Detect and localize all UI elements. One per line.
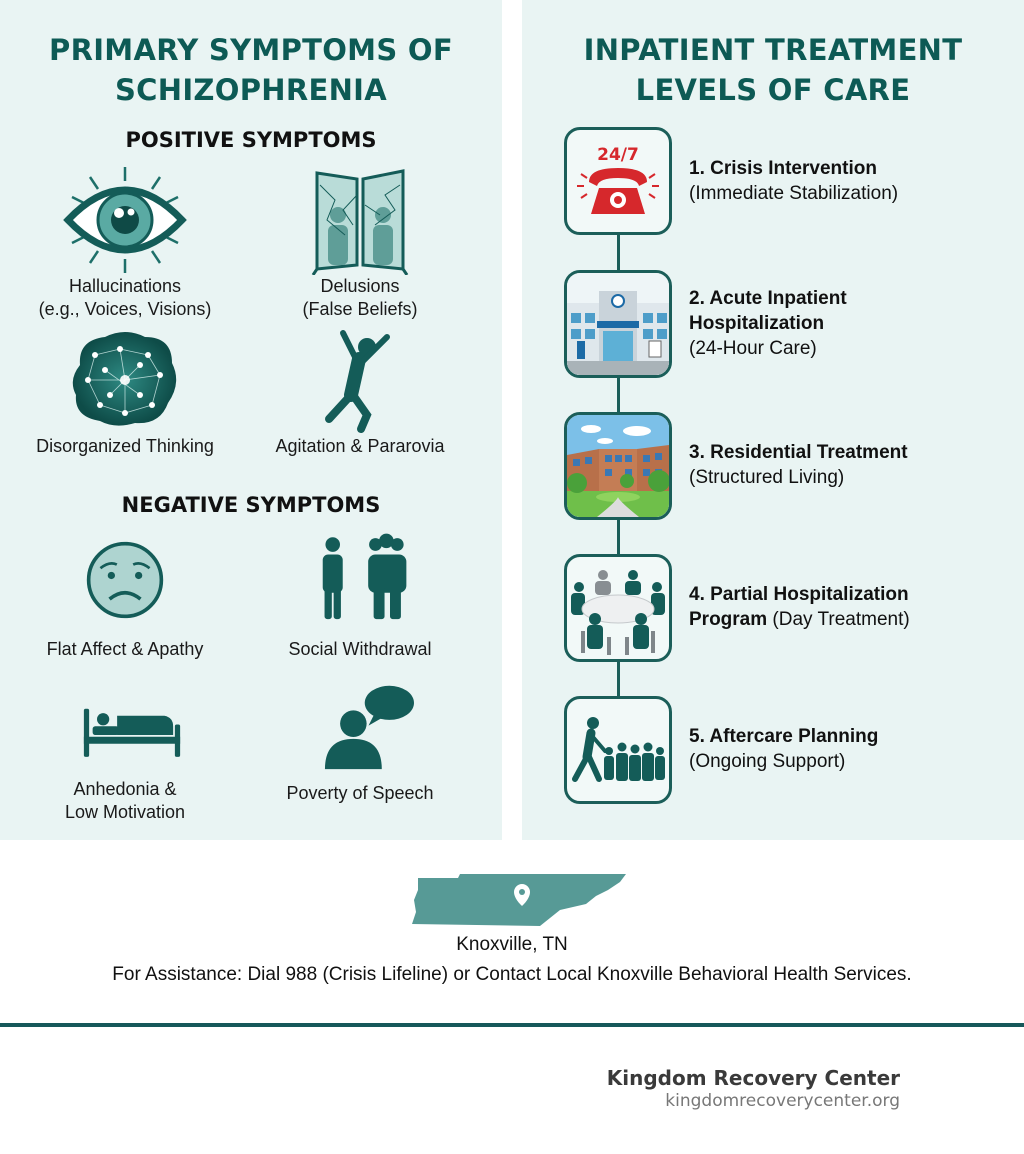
symptoms-title: PRIMARY SYMPTOMS OF SCHIZOPHRENIA (49, 33, 453, 107)
positive-symptoms-heading: POSITIVE SYMPTOMS (125, 128, 377, 152)
timeline-connector (617, 232, 620, 272)
timeline-connector (617, 374, 620, 414)
step-5-text: 5. Aftercare Planning (Ongoing Support) (689, 726, 879, 772)
step-4-text: 4. Partial Hospitalization Program (Day Treatment) (689, 584, 910, 630)
hospital-building-icon (567, 273, 669, 375)
step-3-text: 3. Residential Treatment (Structured Living) (689, 442, 908, 488)
agitated-figure-icon (295, 325, 425, 435)
symptom-social-withdrawal: Social Withdrawal (245, 530, 475, 661)
isolated-person-icon (295, 530, 425, 630)
speech-bubble-person-icon (295, 682, 425, 772)
tennessee-map-pin-icon (410, 872, 634, 930)
symptom-delusions: Delusions (False Beliefs) (245, 165, 475, 321)
residential-building-icon (567, 415, 669, 517)
step-3-icon-box (564, 412, 672, 520)
levels-of-care-panel (522, 0, 1024, 840)
step-1-icon-box (564, 127, 672, 235)
bed-icon (60, 700, 190, 770)
walking-group-icon (567, 699, 669, 801)
broken-mirror-icon (295, 165, 425, 275)
eye-icon (60, 165, 190, 275)
symptom-poverty-of-speech: Poverty of Speech (245, 682, 475, 805)
brand-url[interactable]: kingdomrecoverycenter.org (665, 1091, 900, 1111)
step-2-icon-box (564, 270, 672, 378)
symptom-agitation: Agitation & Pararovia (245, 325, 475, 458)
step-2-text: 2. Acute Inpatient Hospitalization (24-Hour Care) (689, 288, 847, 359)
negative-symptoms-heading: NEGATIVE SYMPTOMS (121, 493, 381, 517)
step-5-icon-box (564, 696, 672, 804)
brain-network-icon (60, 325, 190, 435)
assistance-text: For Assistance: Dial 988 (Crisis Lifeline) or Contact Local Knoxville Behavioral Health Services. (112, 964, 912, 985)
timeline-connector (617, 658, 620, 698)
footer-divider (0, 1023, 1024, 1027)
symptom-flat-affect: Flat Affect & Apathy (10, 530, 240, 661)
symptom-hallucinations: Hallucinations (e.g., Voices, Visions) (10, 165, 240, 321)
levels-of-care-title: INPATIENT TREATMENT LEVELS OF CARE (583, 33, 963, 107)
brand-name: Kingdom Recovery Center (606, 1066, 900, 1090)
timeline-connector (617, 516, 620, 556)
symptom-anhedonia: Anhedonia & Low Motivation (10, 700, 240, 824)
step-1-text: 1. Crisis Intervention (Immediate Stabilization) (689, 158, 899, 204)
brand-block (607, 1066, 900, 1111)
group-table-icon (567, 557, 669, 659)
step-4-icon-box (564, 554, 672, 662)
svg-text:24/7: 24/7 (597, 145, 639, 165)
sad-face-icon (60, 530, 190, 630)
location-label: Knoxville, TN (456, 934, 568, 955)
symptom-disorganized-thinking: Disorganized Thinking (10, 325, 240, 458)
phone-24-7-icon (567, 130, 669, 232)
symptoms-panel (0, 0, 502, 840)
